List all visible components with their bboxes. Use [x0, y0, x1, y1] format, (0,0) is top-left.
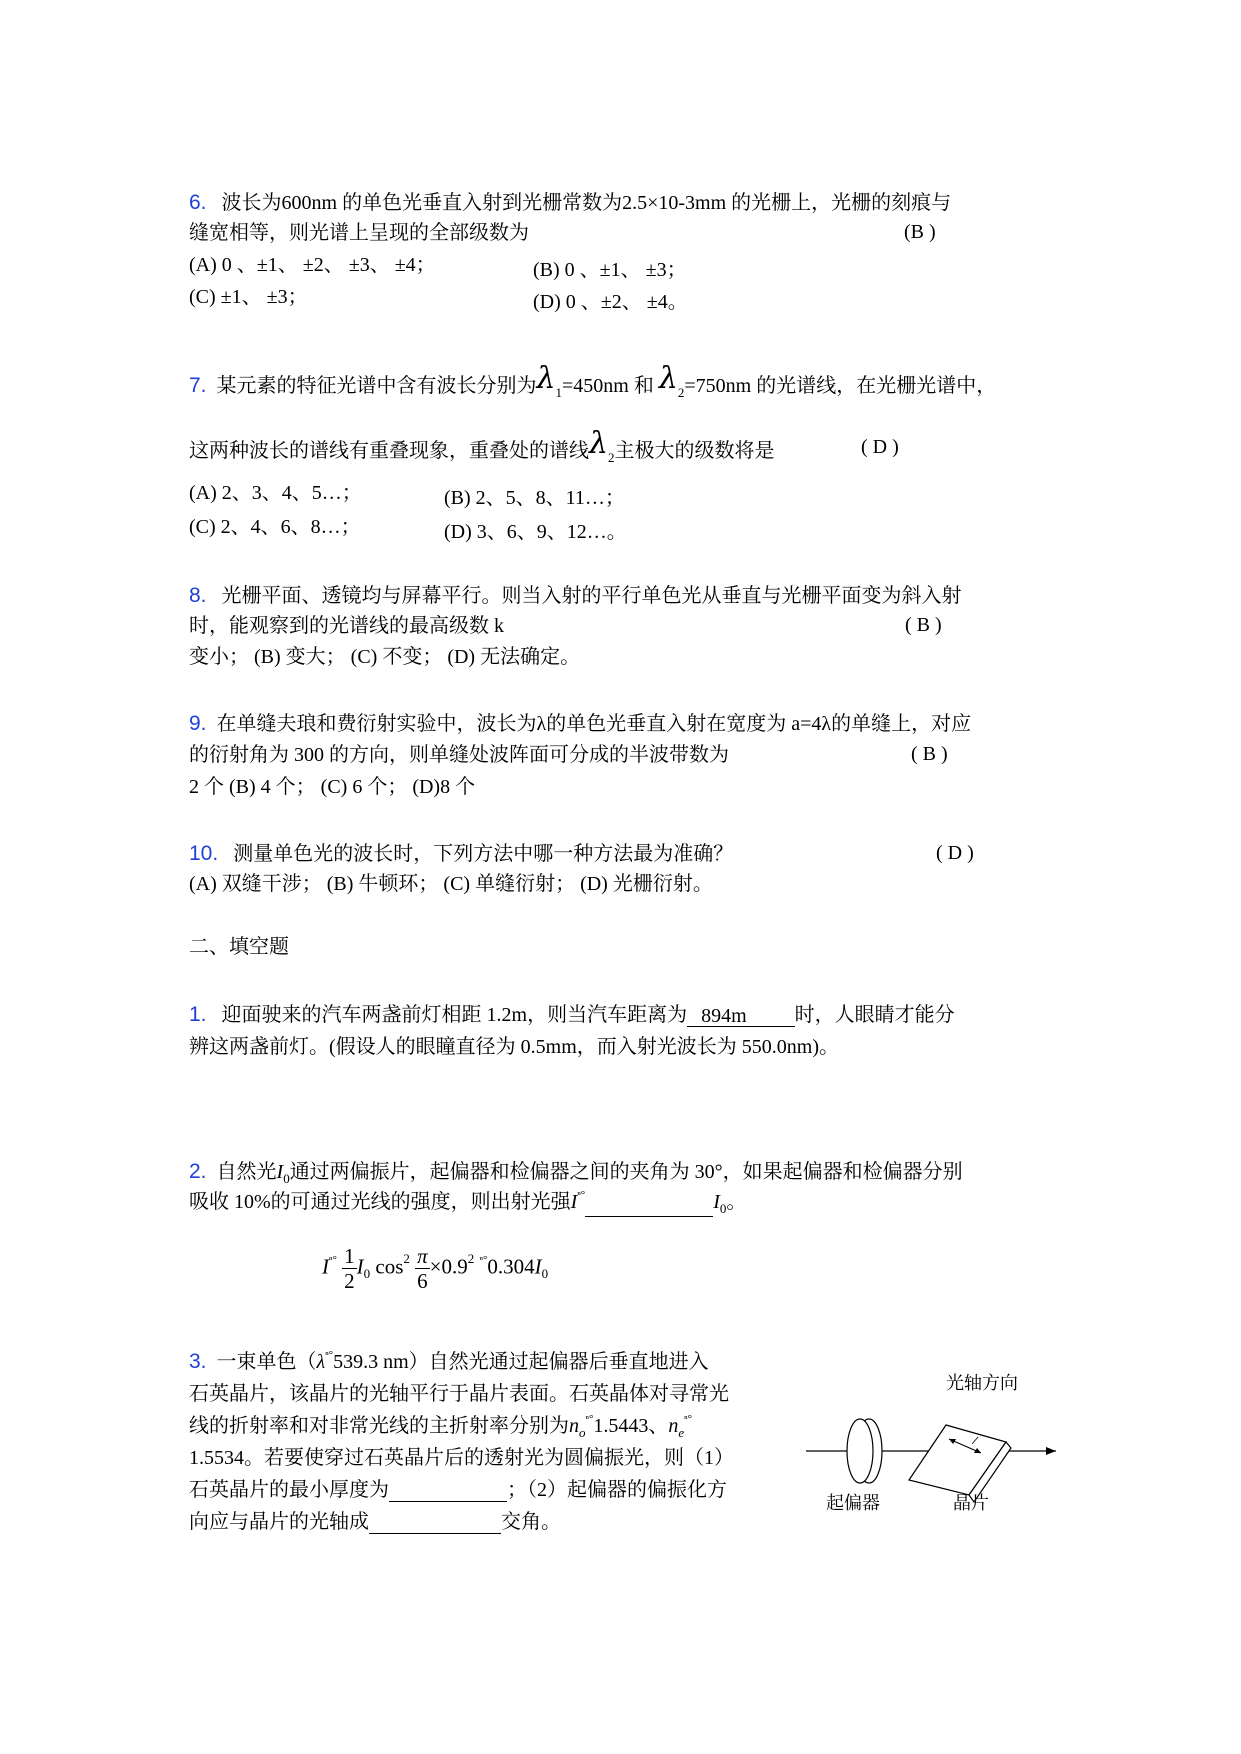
- q10-number: 10.: [189, 842, 219, 865]
- lambda-sub-2: 2: [608, 450, 615, 465]
- f3-line5: [189, 1478, 727, 1502]
- f2-intensity-symbol: I: [713, 1191, 720, 1213]
- f3-n-ordinary-sub: o: [579, 1425, 586, 1440]
- q8-answer: ( B ): [905, 614, 942, 636]
- q6-answer: (B ): [904, 221, 936, 243]
- f3-mark: ⁿ°: [684, 1413, 693, 1425]
- q10-answer: ( D ): [936, 842, 974, 864]
- q7-line2: [189, 426, 775, 465]
- q9-line2: 的衍射角为 300 的方向，则单缝处波阵面可分成的半波带数为: [189, 744, 729, 766]
- q6-option-b: (B) 0 、±1、 ±3；: [533, 259, 687, 281]
- lambda-symbol: λ: [536, 361, 556, 396]
- f3-n-ordinary: n: [569, 1415, 579, 1437]
- q9-line1: [189, 712, 971, 736]
- q10-line1: [189, 842, 733, 866]
- f2-garbled-mark: ⁿ°: [577, 1189, 586, 1201]
- q7-answer: ( D ): [861, 436, 899, 458]
- f1-text-post: 时，人眼睛才能分: [794, 1004, 955, 1026]
- q9-options: 2 个 (B) 4 个； (C) 6 个； (D)8 个: [189, 776, 476, 798]
- f3-blank-1: [389, 1479, 507, 1502]
- frac-pi: π: [417, 1244, 428, 1268]
- f2-intensity-symbol: I: [570, 1191, 578, 1213]
- formula-fraction-pi: [415, 1244, 430, 1293]
- f1-fill-value: 894m: [701, 1005, 747, 1027]
- q7-line1: [189, 361, 997, 400]
- crystal-label: 晶片: [953, 1493, 989, 1513]
- f3-text-post: 539.3 nm）自然光通过起偏器后垂直地进入: [333, 1351, 709, 1373]
- q6-line2: 缝宽相等，则光谱上呈现的全部级数为: [189, 222, 529, 244]
- q7-line2-post: 主极大的级数将是: [614, 440, 775, 462]
- f1-number: 1.: [189, 1003, 207, 1026]
- f3-line3-mid: 1.5443、: [593, 1415, 669, 1437]
- formula-mark2: ⁿ°: [479, 1254, 488, 1267]
- q10-options: (A) 双缝干涉； (B) 牛顿环； (C) 单缝衍射； (D) 光栅衍射。: [189, 873, 713, 895]
- f1-text: 迎面驶来的汽车两盏前灯相距 1.2m，则当汽车距离为: [221, 1004, 688, 1026]
- f3-line3-text: 线的折射率和对非常光线的主折射率分别为: [189, 1415, 569, 1437]
- f2-line2-text: 吸收 10%的可通过光线的强度，则出射光强: [189, 1191, 571, 1213]
- q9-number: 9.: [189, 712, 207, 735]
- formula-square2: 2: [467, 1251, 475, 1267]
- f3-line4: 1.5534。若要使穿过石英晶片后的透射光为圆偏振光，则（1）: [189, 1447, 734, 1469]
- formula-cos: cos: [375, 1254, 404, 1279]
- q8-line2: 时，能观察到的光谱线的最高级数 k: [189, 615, 504, 637]
- f3-mark: ⁿ°: [325, 1349, 334, 1361]
- f3-line5-text: 石英晶片的最小厚度为: [189, 1479, 389, 1501]
- formula-fraction-half: [342, 1244, 357, 1293]
- f2-blank: [585, 1194, 713, 1217]
- frac-den: 2: [344, 1269, 355, 1293]
- f3-line5-post: ；（2）起偏器的偏振化方: [507, 1479, 727, 1501]
- formula-times: ×0.9: [429, 1254, 468, 1279]
- optic-axis-label: 光轴方向: [946, 1373, 1018, 1393]
- f3-line6-text: 向应与晶片的光轴成: [189, 1511, 369, 1533]
- f3-n-extraordinary-sub: e: [678, 1425, 685, 1440]
- q7-text: 某元素的特征光谱中含有波长分别为: [216, 375, 537, 397]
- f1-line1: [189, 1003, 955, 1027]
- f3-line6-post: 交角。: [501, 1511, 561, 1533]
- frac-num: 1: [344, 1244, 355, 1268]
- q7-number: 7.: [189, 374, 207, 397]
- formula-result-sub: 0: [541, 1266, 549, 1282]
- q7-line2-text: 这两种波长的谱线有重叠现象，重叠处的谱线: [189, 440, 589, 462]
- q7-option-a: (A) 2、3、4、5…；: [189, 482, 362, 504]
- f3-number: 3.: [189, 1350, 207, 1373]
- q8-number: 8.: [189, 584, 207, 607]
- q8-line1: [189, 584, 962, 608]
- f3-line1: [189, 1350, 709, 1377]
- f3-n-extraordinary: n: [668, 1415, 679, 1437]
- q6-number: 6.: [189, 191, 207, 214]
- formula-square: 2: [403, 1251, 410, 1267]
- lambda-symbol: λ: [316, 1351, 326, 1373]
- section-title: 二、填空题: [189, 936, 289, 958]
- lambda-symbol: λ: [589, 426, 609, 461]
- f2-text-post: 通过两偏振片，起偏器和检偏器之间的夹角为 30°，如果起偏器和检偏器分别: [289, 1161, 963, 1183]
- f2-formula: [322, 1244, 548, 1293]
- f1-blank: [687, 1004, 795, 1027]
- q10-text: 测量单色光的波长时，下列方法中哪一种方法最为准确？: [233, 843, 734, 865]
- f2-intensity-sub: 0: [283, 1171, 290, 1186]
- lambda-sub-1: 1: [555, 385, 563, 400]
- q6-option-d: (D) 0 、±2、 ±4。: [533, 291, 688, 313]
- f3-mark: ⁿ°: [585, 1413, 594, 1425]
- q7-option-c: (C) 2、4、6、8…；: [189, 516, 361, 538]
- formula-intensity: I: [322, 1254, 329, 1279]
- f2-intensity-symbol: I: [276, 1161, 284, 1183]
- formula-mark: ⁿ°: [329, 1254, 337, 1267]
- f3-line2: 石英晶片，该晶片的光轴平行于晶片表面。石英晶体对寻常光: [189, 1383, 729, 1405]
- polarizer-diagram: [806, 1371, 1056, 1511]
- formula-result-i: I: [534, 1254, 542, 1279]
- f2-line2-post: 。: [726, 1191, 747, 1213]
- polarizer-label: 起偏器: [826, 1493, 880, 1513]
- q9-text: 在单缝夫琅和费衍射实验中，波长为λ的单色光垂直入射在宽度为 a=4λ的单缝上，对应: [216, 713, 972, 735]
- q7-option-d: (D) 3、6、9、12…。: [444, 521, 627, 543]
- f2-line1: [189, 1160, 963, 1186]
- formula-result: 0.304: [487, 1254, 535, 1279]
- q7-option-b: (B) 2、5、8、11…；: [444, 487, 625, 509]
- lambda-symbol: λ: [658, 361, 678, 396]
- q6-line1: [189, 191, 951, 215]
- q9-answer: ( B ): [911, 743, 948, 765]
- f2-number: 2.: [189, 1160, 207, 1183]
- f3-blank-2: [369, 1511, 501, 1534]
- polarizer-disk-face: [847, 1419, 873, 1483]
- f3-line6: [189, 1510, 561, 1534]
- q8-text: 光栅平面、透镜均与屏幕平行。则当入射的平行单色光从垂直与光栅平面变为斜入射: [221, 585, 962, 607]
- q7-text-mid2: =750nm 的光谱线，在光栅光谱中，: [684, 375, 997, 397]
- q6-option-c: (C) ±1、 ±3；: [189, 286, 308, 308]
- f3-text: 一束单色（: [216, 1351, 317, 1373]
- q6-option-a: (A) 0 、±1、 ±2、 ±3、 ±4；: [189, 254, 436, 276]
- arrow-head-icon: [1046, 1447, 1056, 1455]
- f2-intensity-sub: 0: [719, 1201, 727, 1216]
- frac-six: 6: [417, 1269, 428, 1293]
- formula-i0: I: [356, 1254, 364, 1279]
- q8-options: 变小； (B) 变大； (C) 不变； (D) 无法确定。: [189, 646, 581, 668]
- q7-text-mid1: =450nm 和: [562, 375, 654, 397]
- f2-text: 自然光: [216, 1161, 277, 1183]
- f2-line2: [189, 1190, 746, 1217]
- f3-line3: [189, 1414, 692, 1441]
- formula-i0-sub: 0: [363, 1266, 371, 1282]
- q6-text: 波长为600nm 的单色光垂直入射到光栅常数为2.5×10-3mm 的光栅上，光栅的刻痕与: [221, 192, 952, 214]
- f1-line2: 辨这两盏前灯。(假设人的眼瞳直径为 0.5mm，而入射光波长为 550.0nm)。: [189, 1036, 839, 1058]
- lambda-sub-2: 2: [677, 385, 685, 400]
- crystal-plate: [909, 1425, 1006, 1495]
